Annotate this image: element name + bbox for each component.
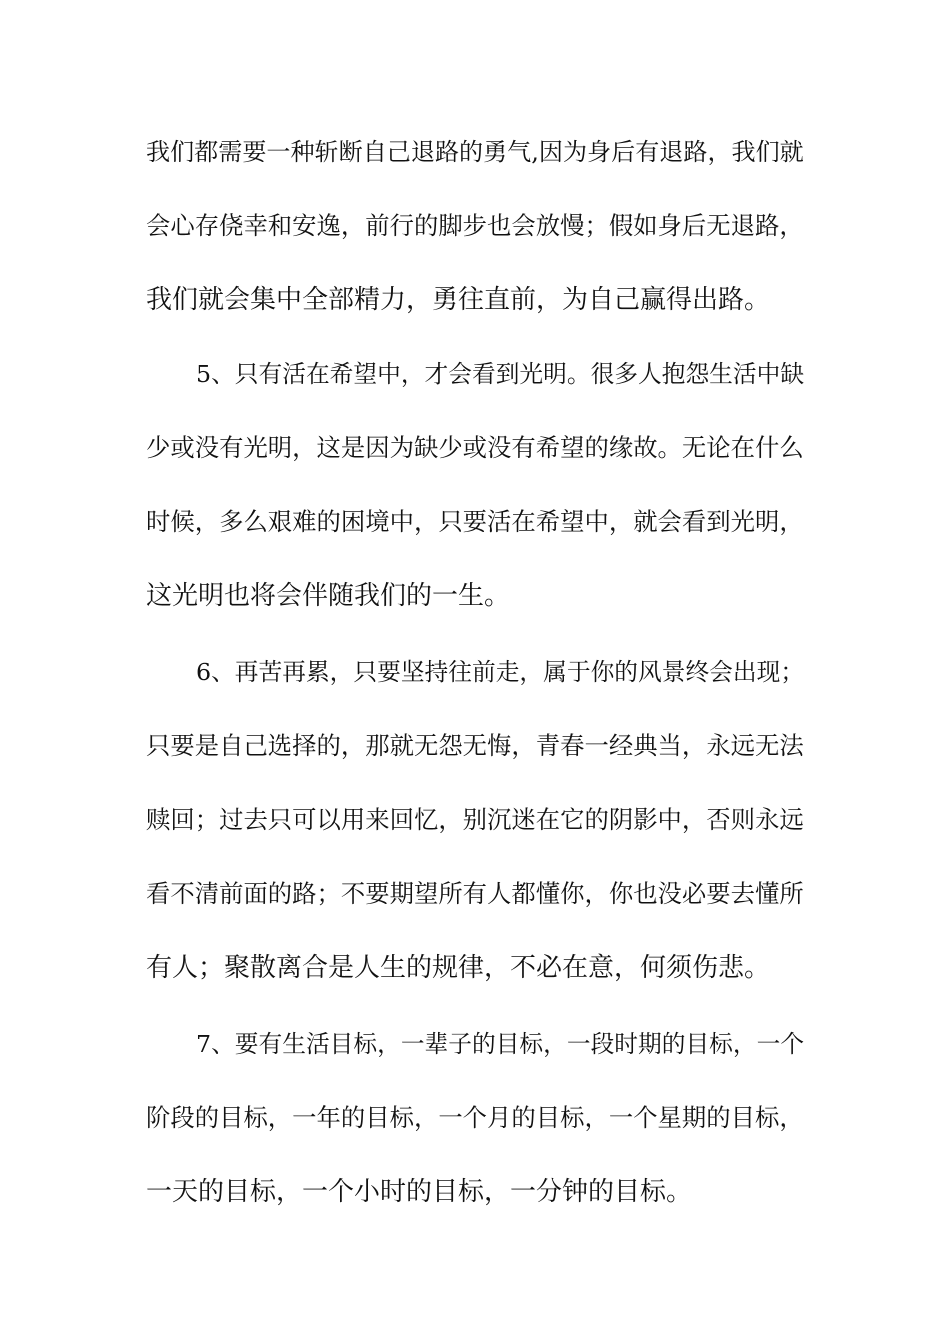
line-text: 这光明也将会伴随我们的一生。 [146, 581, 511, 611]
text-line [0, 948, 950, 988]
line-text: 时候，多么艰难的困境中，只要活在希望中，就会看到光明， [146, 507, 804, 536]
text-line [0, 132, 950, 172]
line-text: 我们都需要一种斩断自己退路的勇气,因为身后有退路，我们就 [146, 138, 804, 166]
line-text: 少或没有光明，这是因为缺少或没有希望的缘故。无论在什么 [146, 433, 804, 462]
line-text: 阶段的目标，一年的目标，一个月的目标，一个星期的目标， [146, 1103, 804, 1132]
text-line [0, 280, 950, 320]
text-line [0, 1024, 950, 1064]
text-line [0, 428, 950, 468]
line-text: 有人；聚散离合是人生的规律，不必在意，何须伤悲。 [146, 953, 771, 983]
text-line [0, 652, 950, 692]
text-line [0, 874, 950, 914]
text-line [0, 206, 950, 246]
line-text: 一天的目标，一个小时的目标，一分钟的目标。 [146, 1177, 693, 1207]
text-line [0, 1172, 950, 1212]
text-line [0, 576, 950, 616]
line-text: 我们就会集中全部精力，勇往直前，为自己赢得出路。 [146, 285, 771, 315]
line-text: 会心存侥幸和安逸，前行的脚步也会放慢；假如身后无退路， [146, 211, 804, 240]
text-line [0, 354, 950, 394]
line-text: 7、要有生活目标，一辈子的目标，一段时期的目标，一个 [196, 1030, 805, 1058]
line-text: 6、再苦再累，只要坚持往前走，属于你的风景终会出现； [196, 658, 805, 686]
line-text: 赎回；过去只可以用来回忆，别沉迷在它的阴影中，否则永远 [146, 805, 804, 834]
line-text: 5、只有活在希望中，才会看到光明。很多人抱怨生活中缺 [196, 360, 805, 388]
line-text: 看不清前面的路；不要期望所有人都懂你，你也没必要去懂所 [146, 879, 804, 908]
text-line [0, 726, 950, 766]
text-line [0, 502, 950, 542]
text-line [0, 800, 950, 840]
line-text: 只要是自己选择的，那就无怨无悔，青春一经典当，永远无法 [146, 731, 804, 760]
text-line [0, 1098, 950, 1138]
